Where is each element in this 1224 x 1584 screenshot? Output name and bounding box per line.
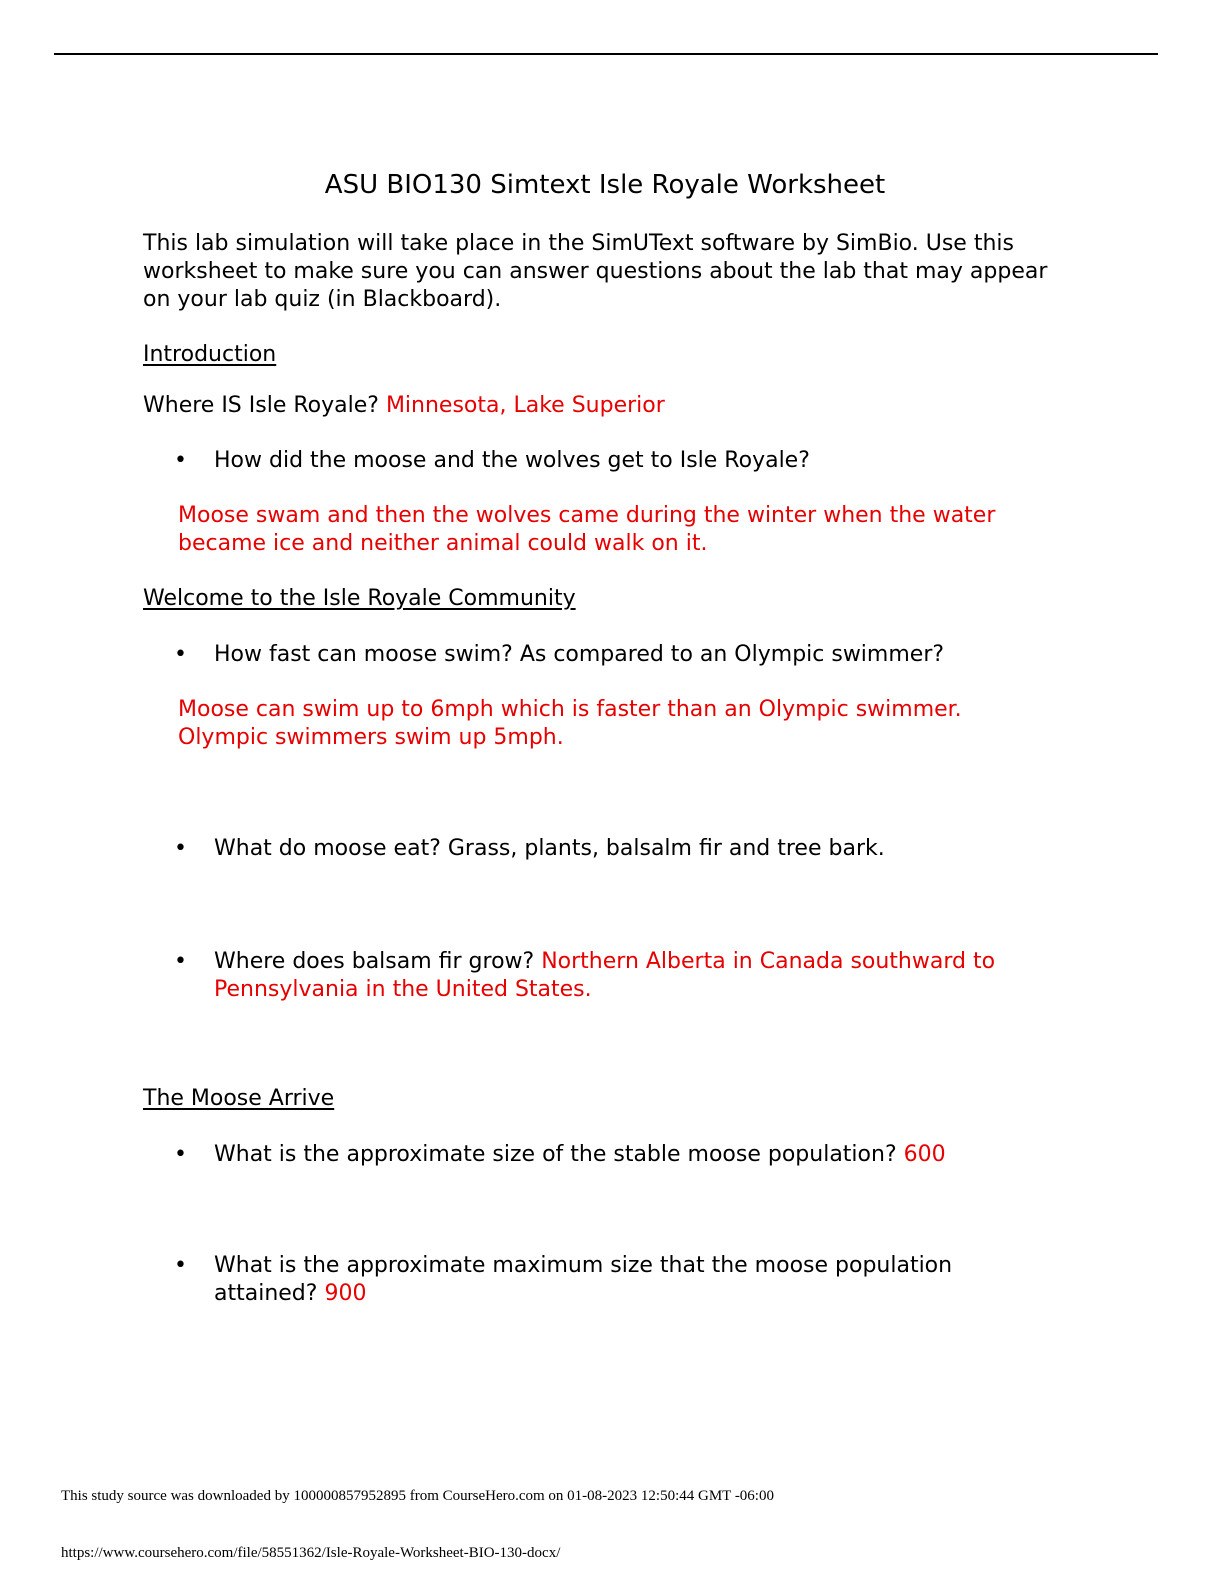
max-population-question-line (214, 1252, 1034, 1308)
question-moose-swim-speed: How fast can moose swim? As compared to an Olympic swimmer? (214, 642, 945, 667)
page-title: ASU BIO130 Simtext Isle Royale Worksheet (324, 170, 886, 200)
answer-moose-swim-speed: Moose can swim up to 6mph which is faster than an Olympic swimmer. Olympic swimmers swim up 5mph. (178, 697, 962, 750)
balsam-fir-question-line (214, 948, 1074, 1004)
intro-paragraph: This lab simulation will take place in the SimUText software by SimBio. Use this worksheet to make sure you can answer questions about the lab that may appear on your lab quiz (in Blackboard). (143, 231, 1048, 312)
bullet-icon: • (174, 642, 187, 667)
answer-moose-wolves-arrival: Moose swam and then the wolves came during the winter when the water became ice and neither animal could walk on it. (178, 503, 996, 556)
section-heading-introduction: Introduction (143, 342, 277, 367)
bullet-icon: • (174, 836, 187, 861)
question-moose-wolves-arrival: How did the moose and the wolves get to Isle Royale? (214, 448, 810, 473)
section-heading-moose-arrive: The Moose Arrive (143, 1086, 335, 1111)
bullet-icon: • (174, 949, 187, 974)
download-notice: This study source was downloaded by 100000857952895 from CourseHero.com on 01-08-2023 12:50:44 GMT -06:00 (61, 1488, 774, 1504)
bullet-icon: • (174, 448, 187, 473)
bullet-icon: • (174, 1253, 187, 1278)
answer-stable-population: 600 (903, 1142, 946, 1167)
question-stable-population: What is the approximate size of the stable moose population? (214, 1142, 897, 1167)
location-answer: Minnesota, Lake Superior (385, 393, 665, 418)
bullet-icon: • (174, 1142, 187, 1167)
location-question-line (143, 392, 1083, 420)
section-heading-community: Welcome to the Isle Royale Community (143, 586, 576, 611)
location-question: Where IS Isle Royale? (143, 393, 379, 418)
answer-max-population: 900 (324, 1281, 367, 1306)
question-moose-diet: What do moose eat? Grass, plants, balsalm fir and tree bark. (214, 836, 885, 861)
answer-balsam-fir: Northern Alberta in Canada southward to Pennsylvania in the United States. (214, 949, 996, 1002)
question-balsam-fir: Where does balsam fir grow? (214, 949, 535, 974)
question-max-population: What is the approximate maximum size that the moose population attained? (214, 1253, 953, 1306)
stable-population-question-line (214, 1141, 1074, 1169)
source-url-link[interactable]: https://www.coursehero.com/file/58551362/Isle-Royale-Worksheet-BIO-130-docx/ (61, 1545, 561, 1561)
top-horizontal-rule (54, 53, 1158, 55)
